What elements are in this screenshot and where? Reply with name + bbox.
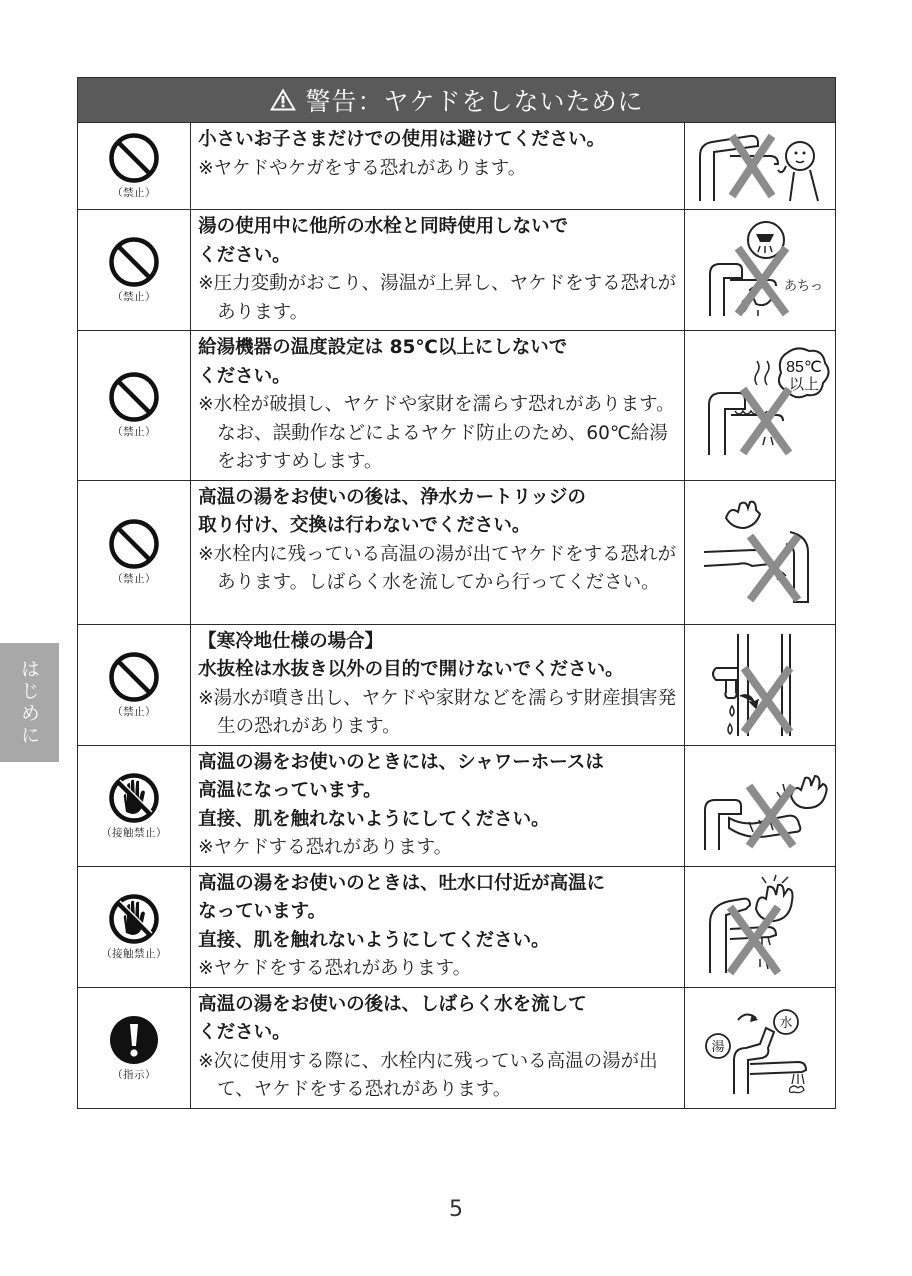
- warning-main-text: 湯の使用中に他所の水栓と同時使用しないで: [198, 216, 569, 237]
- warning-main-text: 高温の湯をお使いの後は、しばらく水を流して: [198, 993, 587, 1015]
- warning-main-text: 高温の湯をお使いのときは、吐水口付近が高温に: [198, 872, 606, 894]
- symbol-cell: [78, 480, 191, 624]
- prohibition-icon: [108, 132, 160, 184]
- warning-main-text: 取り付け、交換は行わないでください。: [198, 515, 531, 536]
- symbol-caption: （接触禁止）: [101, 826, 168, 839]
- warning-table: [77, 77, 836, 1109]
- illustration-temp-sub: 以上: [788, 376, 819, 394]
- warning-text-cell: [191, 866, 685, 987]
- illustration-cell: [684, 987, 835, 1108]
- symbol-caption: （接触禁止）: [101, 947, 168, 960]
- warning-main-text: なっています。: [198, 901, 327, 922]
- warning-main-text: 給湯機器の温度設定は 85℃以上にしないで: [198, 337, 568, 358]
- page-number: 5: [449, 1197, 463, 1222]
- warning-main-text: ください。: [198, 1022, 291, 1043]
- warning-note: ※圧力変動がおこり、湯温が上昇し、ヤケドをする恐れがあります。: [198, 273, 677, 323]
- warning-row-2: [78, 210, 836, 331]
- warning-header-row: [78, 78, 836, 123]
- hose-hand-illustration: [687, 756, 833, 856]
- hot-cold-lever-illustration: [690, 998, 830, 1098]
- symbol-cell: [78, 866, 191, 987]
- symbol-caption: （禁止）: [112, 291, 157, 303]
- symbol-cell: [78, 987, 191, 1108]
- warning-header: [78, 78, 836, 123]
- symbol-cell: [78, 123, 191, 210]
- warning-main-text: 直接、肌を触れないようにしてください。: [198, 929, 550, 951]
- prohibition-icon: [108, 518, 160, 570]
- warning-note: ※水栓が破損し、ヤケドや家財を濡らす恐れがあります。なお、誤動作などによるヤケド防止のため、60℃給湯をおすすめします。: [198, 394, 675, 472]
- warning-row-7: [78, 866, 836, 987]
- warning-main-text: ください。: [198, 244, 291, 266]
- warning-text-cell: [191, 123, 685, 210]
- warning-text-cell: [191, 987, 685, 1108]
- symbol-caption: （禁止）: [112, 426, 157, 439]
- illustration-cell: [684, 331, 835, 481]
- section-side-tab: [0, 643, 59, 762]
- warning-row-8: [78, 987, 836, 1108]
- prohibition-icon: [108, 236, 160, 288]
- warning-text-cell: [191, 331, 685, 481]
- cartridge-hand-illustration: [690, 492, 830, 612]
- warning-note: ※ヤケドやケガをする恐れがあります。: [198, 157, 527, 179]
- symbol-caption: （指示）: [112, 1068, 157, 1081]
- illustration-cell: [684, 480, 835, 624]
- warning-note: ※湯水が噴き出し、ヤケドや家財などを濡らす財産損害発生の恐れがあります。: [198, 687, 677, 737]
- illustration-cell: [684, 624, 835, 745]
- illustration-cell: [684, 123, 835, 210]
- shower-hot-hand-illustration: [690, 218, 830, 322]
- illustration-cell: [684, 866, 835, 987]
- warning-note: ※ヤケドをする恐れがあります。: [198, 958, 472, 979]
- warning-text-cell: [191, 624, 685, 745]
- symbol-caption: （禁止）: [112, 705, 157, 718]
- child-faucet-crossed-illustration: [690, 126, 830, 206]
- no-touch-hand-icon: [108, 772, 160, 824]
- spout-hand-illustration: [690, 875, 830, 979]
- temperature-85-illustration: [687, 345, 833, 465]
- symbol-caption: （禁止）: [112, 187, 157, 199]
- warning-main-text: 高温の湯をお使いの後は、浄水カートリッジの: [198, 486, 586, 508]
- warning-main-text: ください。: [198, 365, 291, 387]
- warning-main-text: 【寒冷地仕様の場合】: [198, 630, 384, 652]
- warning-row-5: [78, 624, 836, 745]
- warning-row-6: [78, 745, 836, 866]
- symbol-cell: [78, 624, 191, 745]
- symbol-cell: [78, 745, 191, 866]
- illustration-cell: [684, 745, 835, 866]
- warning-main-text: 小さいお子さまだけでの使用は避けてください。: [198, 129, 606, 150]
- prohibition-icon: [108, 371, 160, 423]
- warning-main-text: 高温の湯をお使いのときには、シャワーホースは: [198, 751, 604, 773]
- hot-label: 湯: [711, 1038, 725, 1054]
- illustration-exclamation: あちっ: [783, 278, 823, 293]
- warning-triangle-icon: [269, 87, 297, 112]
- warning-note: ※水栓内に残っている高温の湯が出てヤケドをする恐れがあります。しばらく水を流してから行ってください。: [198, 543, 677, 593]
- warning-main-text: 直接、肌を触れないようにしてください。: [198, 808, 550, 830]
- mandatory-exclamation-icon: [108, 1014, 160, 1066]
- cold-label: 水: [779, 1014, 793, 1030]
- warning-text-cell: [191, 210, 685, 331]
- symbol-cell: [78, 210, 191, 331]
- warning-text-cell: [191, 745, 685, 866]
- warning-row-1: [78, 123, 836, 210]
- warning-text-cell: [191, 480, 685, 624]
- illustration-temp-label: 85℃: [786, 359, 822, 377]
- warning-main-text: 水抜栓は水抜き以外の目的で開けないでください。: [198, 659, 624, 680]
- illustration-cell: [684, 210, 835, 331]
- no-touch-hand-icon: [108, 893, 160, 945]
- warning-title: 警告：ヤケドをしないために: [305, 86, 644, 116]
- prohibition-icon: [108, 651, 160, 703]
- warning-row-3: [78, 331, 836, 481]
- section-tab-label: はじめに: [18, 658, 40, 747]
- drain-plug-illustration: [690, 632, 830, 738]
- warning-note: ※次に使用する際に、水栓内に残っている高温の湯が出て、ヤケドをする恐れがあります。: [198, 1050, 658, 1100]
- symbol-caption: （禁止）: [112, 573, 157, 585]
- symbol-cell: [78, 331, 191, 481]
- warning-note: ※ヤケドする恐れがあります。: [198, 837, 453, 858]
- warning-row-4: [78, 480, 836, 624]
- warning-main-text: 高温になっています。: [198, 780, 382, 801]
